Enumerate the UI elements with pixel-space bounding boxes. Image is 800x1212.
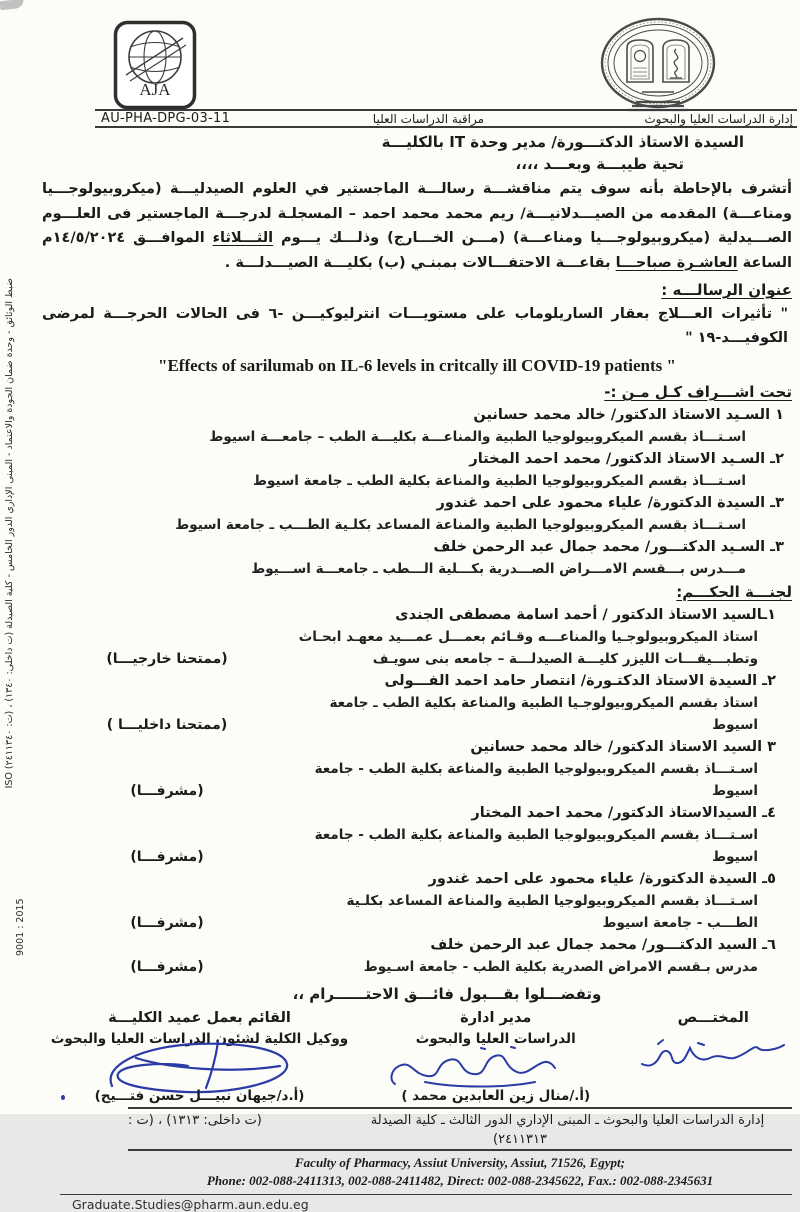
defense-time: العاشـرة صباحـــا [615, 254, 738, 271]
document-header-bar [95, 109, 797, 128]
vertical-margin-note [4, 278, 34, 962]
header-right-label: إدارة الدراسات العليا والبحوث [644, 111, 793, 126]
supervisor-entry [42, 492, 792, 536]
supervisors-list [42, 404, 792, 580]
director-name: (أ./منال زين العابدين محمد ) [401, 1088, 591, 1104]
body-part1: أتشرف بالإحاطة بأنه سوف يتم مناقشـــة رسالـــة الماجستير في العلوم الصيدليـــة (ميكروبيولوجـــيا ومناعـــة) المقدمه من الصيـــدلانيـــة/ [42, 181, 793, 222]
footer-arabic [128, 1107, 792, 1149]
committee-member-name: ١ـالسيد الاستاذ الدكتور / أحمد اسامة مصطفى الجندى [395, 607, 776, 623]
specialist-signature-column [635, 1008, 793, 1104]
committee-member-name: ٣ السيد الاستاذ الدكتور/ خالد محمد حسانين [470, 739, 776, 755]
dean-name: (أ.د/جيهان نبيـــل حسن فتـــيح) [94, 1088, 305, 1104]
greeting-line: تحية طيبـــة وبعـــد ،،،، [515, 155, 684, 173]
body-part3: الموافـــق ١٤/٥/٢٠٢٤م الساعة [42, 230, 792, 271]
globe-icon [113, 20, 197, 110]
committee-member-role: (مشرفـــا) [130, 783, 204, 799]
committee-member-role: (مشرفـــا) [130, 915, 204, 931]
university-emblem [598, 16, 718, 124]
closing-salutation: وتفضـــلوا بقـــبول فائـــق الاحتــــــرام ،، [292, 985, 602, 1003]
dean-title-line2: ووكيل الكلية لشئون الدراسات العليا والبحوث [50, 1031, 349, 1047]
committee-member-desc: مدرس بـقسم الامراض الصدرية بكلية الطب - جامعة اسـيوط [363, 959, 758, 975]
committee-member-desc: استاذ بقسم الميكروبيولوجـيا الطبية والمناعة بكلية الطب ـ جامعة اسيوط [329, 695, 758, 733]
committee-member-desc: استاذ الميكروبيولوجـيا والمناعـــه وقـائم بعمـــل عمـــيد معهـد ابحـاث وتطبـــيقـــات الليزر كليـــة الصيدلـــة – جامعه بنى سويـف [298, 629, 758, 667]
committee-entry [42, 736, 792, 802]
supervisor-name: ٣ـ السـيد الدكتـــور/ محمد جمال عبد الرحمن خلف [433, 539, 784, 555]
defense-day: الثـــلاثاء [212, 230, 274, 246]
committee-member-desc: اسـتـــاذ بقسم الميكروبيولوجيا الطبية والمناعة بكلية الطب - جامعة اسيوط [314, 827, 758, 865]
footer-phone-internal: (ت داخلى: ١٣١٣) ، (ت : [128, 1113, 262, 1128]
supervisor-desc: اسـتـــاذ بقسم الميكروبيولوجيا الطبية والمناعة بكلية الطب ـ جامعة اسيوط [253, 473, 746, 489]
footer-phone-number: ٢٤١١٣١٣) [493, 1132, 547, 1147]
specialist-signature-image [634, 1034, 792, 1082]
committee-member-name: ٢ـ السيدة الاستاذ الدكتـورة/ انتصار حامد احمد الفـــولى [384, 673, 776, 689]
thesis-title-arabic: " تأثيرات العـــلاج بعقار الساريلوماب على مستويـــات انترليوكيـــن -٦ فى الحالات الحرجـــة لمرضى الكوفيـــد-١٩ " [42, 306, 789, 346]
committee-member-name: ٦ـ السيد الدكتـــور/ محمد جمال عبد الرحمن خلف [430, 937, 776, 953]
supervisor-desc: مـــدرس بـــقسم الامـــراض الصـــدرية بكـــلية الـــطب ـ جامعـــة اســـيوط [251, 561, 746, 577]
document-code: AU-PHA-DPG-03-11 [101, 111, 231, 126]
aja-logo-text: AJA [139, 80, 171, 99]
margin-note-line1: ضبط الوثائق - وحدة ضمان الجودة والاعتماد - المبنى الإداري الدور الخامس - كلية الصيدلة (ت داخلى: ١٣٤٠) ، (ت: ٢٤١١٣٤٠) ISO [4, 278, 15, 789]
committee-entry [42, 670, 792, 736]
footer-phones-line: Phone: 002-088-2411313, 002-088-2411482, Direct: 002-088-2345622, Fax.: 002-088-2345631 [206, 1173, 714, 1188]
email-address: Graduate.Studies@pharm.aun.edu.eg [72, 1197, 309, 1212]
header-center-label: مراقبة الدراسات العليا [372, 111, 485, 126]
supervisor-name: ٢ـ السـيد الاستاذ الدكتور/ محمد احمد المختار [469, 451, 784, 467]
committee-member-name: ٥ـ السيدة الدكتورة/ علياء محمود على احمد غندور [428, 871, 776, 887]
recipient-line: السيدة الاستاذ الدكتـــورة/ مدير وحدة IT بالكليـــة [381, 133, 744, 151]
thesis-title-english: "Effects of sarilumab on IL-6 levels in critcally ill COVID-19 patients " [158, 356, 676, 375]
supervisor-desc: اسـتـــاذ بقسم الميكروبيولوجيا الطبية والمناعة المساعد بكلـية الطـــب ـ جامعة اسيوط [175, 517, 746, 533]
body-part4: بقاعـــة الاحتفـــالات بمبنـي (ب) بكليـــة الصيـــدلـــة . [224, 254, 616, 271]
director-signature-column [357, 1008, 635, 1104]
committee-member-role: (ممتحنا خارجيـــا) [106, 651, 228, 667]
supervisor-name: ٣ـ السيدة الدكتورة/ علياء محمود على احمد غندور [436, 495, 784, 511]
committee-entry [42, 802, 792, 868]
committee-entry [42, 934, 792, 978]
dean-title-line1: القائم بعمل عميد الكليـــة [108, 1010, 291, 1026]
scan-smudge [0, 0, 24, 10]
committee-entry [42, 604, 792, 670]
signature-block [42, 1008, 792, 1104]
body-part2: – المسجلـة لدرجـــة الماجستير فى العلـــوم الصـــيدلية (ميكروبيولوجـــيا ومناعـــة) (مـــن الخـــارج) وذلـــك يـــوم [42, 205, 792, 246]
footer-email-row [60, 1194, 792, 1212]
committee-member-desc: اسـتـــاذ بقسم الميكروبيولوجيا الطبية والمناعة بكلية الطب - جامعة اسيوط [314, 761, 758, 799]
committee-member-role: (مشرفـــا) [130, 959, 204, 975]
supervisor-entry [42, 448, 792, 492]
thesis-title-label: عنوان الرسالـــه : [661, 281, 792, 299]
faculty-emblem-icon [598, 16, 718, 120]
supervisor-entry [42, 404, 792, 448]
committee-member-name: ٤ـ السيدالاستاذ الدكتور/ محمد احمد المختار [471, 805, 776, 821]
supervisor-desc: اسـتـــاذ بقسم الميكروبيولوجيا الطبية والمناعـــة بكليـــة الطب – جامعـــة اسيوط [209, 429, 746, 445]
supervisor-entry [42, 536, 792, 580]
aja-accreditation-logo [113, 20, 197, 114]
footer-english [128, 1149, 792, 1194]
committee-member-role: (ممتحنا داخليـــا ) [106, 717, 228, 733]
dean-signature-column [42, 1008, 357, 1104]
committee-list [42, 604, 792, 978]
director-title-line2: الدراسات العليا والبحوث [415, 1031, 576, 1047]
student-name: ريم محمد محمد احمد [362, 205, 515, 222]
footer-address-line: Faculty of Pharmacy, Assiut University, Assiut, 71526, Egypt; [295, 1155, 625, 1170]
committee-label: لجنـــة الحكـــم: [676, 583, 792, 601]
committee-member-desc: اسـتـــاذ بقسم الميكروبيولوجيا الطبية والمناعة المساعد بكلـية الطـــب - جامعة اسيوط [346, 893, 758, 931]
ink-dot [61, 1095, 65, 1100]
supervision-label: تحت اشـــراف كـل مـن :- [604, 383, 792, 401]
director-signature-image [385, 1042, 565, 1092]
supervisor-name: ١ السـيد الاستاذ الدكتور/ خالد محمد حسانين [473, 407, 784, 423]
letter-body [42, 131, 792, 1212]
specialist-label: المختـــص [677, 1010, 749, 1026]
director-title-line1: مدير ادارة [460, 1010, 532, 1026]
announcement-paragraph [42, 177, 792, 275]
committee-member-role: (مشرفـــا) [130, 849, 204, 865]
footer-department-line: إدارة الدراسات العليا والبحوث ـ المبنى الإداري الدور الثالث ـ كلية الصيدلة [370, 1113, 765, 1128]
margin-note-line2: 9001 : 2015 [15, 898, 26, 956]
committee-entry [42, 868, 792, 934]
